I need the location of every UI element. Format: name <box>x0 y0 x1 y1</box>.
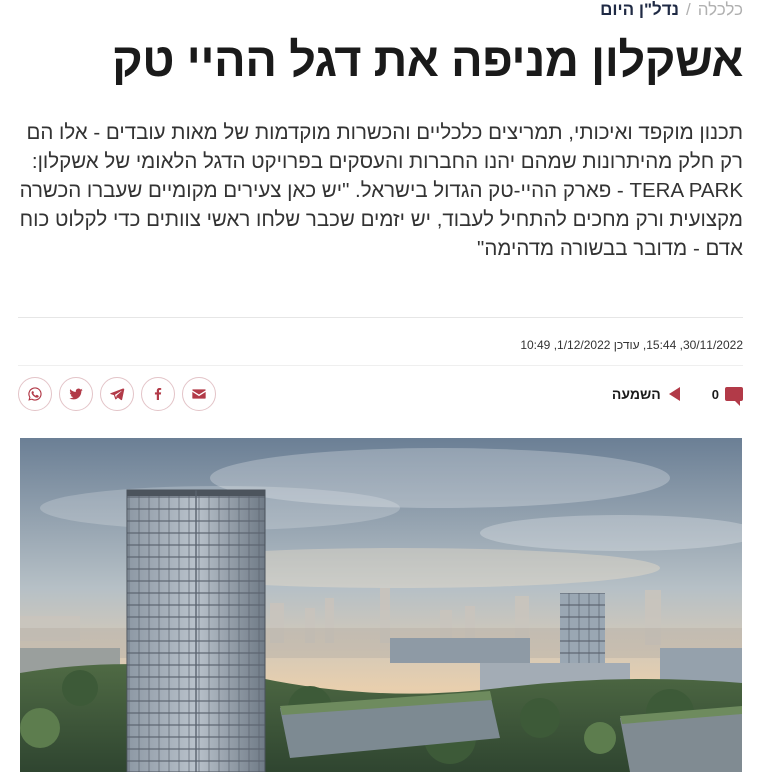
article-toolbar <box>18 377 743 411</box>
divider <box>18 317 743 318</box>
article-title: אשקלון מניפה את דגל ההיי טק <box>112 33 743 86</box>
publish-dates: 30/11/2022, 15:44, עודכן 1/12/2022, 10:49 <box>520 338 743 352</box>
telegram-icon <box>109 386 125 402</box>
facebook-icon <box>150 386 166 402</box>
listen-button[interactable] <box>612 386 680 402</box>
breadcrumb-separator: / <box>685 0 691 19</box>
comments-count: 0 <box>711 386 719 402</box>
share-facebook-button[interactable] <box>141 377 175 411</box>
share-twitter-button[interactable] <box>59 377 93 411</box>
share-buttons <box>18 377 216 411</box>
email-icon <box>191 386 207 402</box>
breadcrumb <box>600 0 743 20</box>
hero-image <box>20 438 742 772</box>
breadcrumb-category[interactable]: כלכלה <box>697 0 743 19</box>
play-icon <box>669 387 680 401</box>
comment-icon <box>725 387 743 401</box>
share-telegram-button[interactable] <box>100 377 134 411</box>
article-subtitle: תכנון מוקפד ואיכותי, תמריצים כלכליים והכשרות מוקדמות של מאות עובדים - אלו הם רק חלק מהיתרונות שמהם יהנו החברות והעסקים בפרויקט הדגל הלאומי של אשקלון: TERA PARK - פארק ההיי-טק הגדול בישראל. "יש כאן צעירים מקומיים שעברו הכשרה מקצועית ורק מחכים להתחיל לעבוד, יש יזמים שכבר שלחו ראשי צוותים כדי לקלוט כוח אדם - מדובר בבשורה מדהימה" <box>19 121 743 260</box>
comments-button[interactable] <box>712 387 743 402</box>
whatsapp-icon <box>27 386 43 402</box>
listen-label: השמעה <box>611 386 661 402</box>
share-email-button[interactable] <box>182 377 216 411</box>
breadcrumb-subcategory[interactable]: נדל"ן היום <box>600 0 679 19</box>
divider <box>18 365 743 366</box>
share-whatsapp-button[interactable] <box>18 377 52 411</box>
city-rendering-image <box>20 438 742 772</box>
twitter-icon <box>68 386 84 402</box>
toolbar-right-group <box>612 386 743 402</box>
